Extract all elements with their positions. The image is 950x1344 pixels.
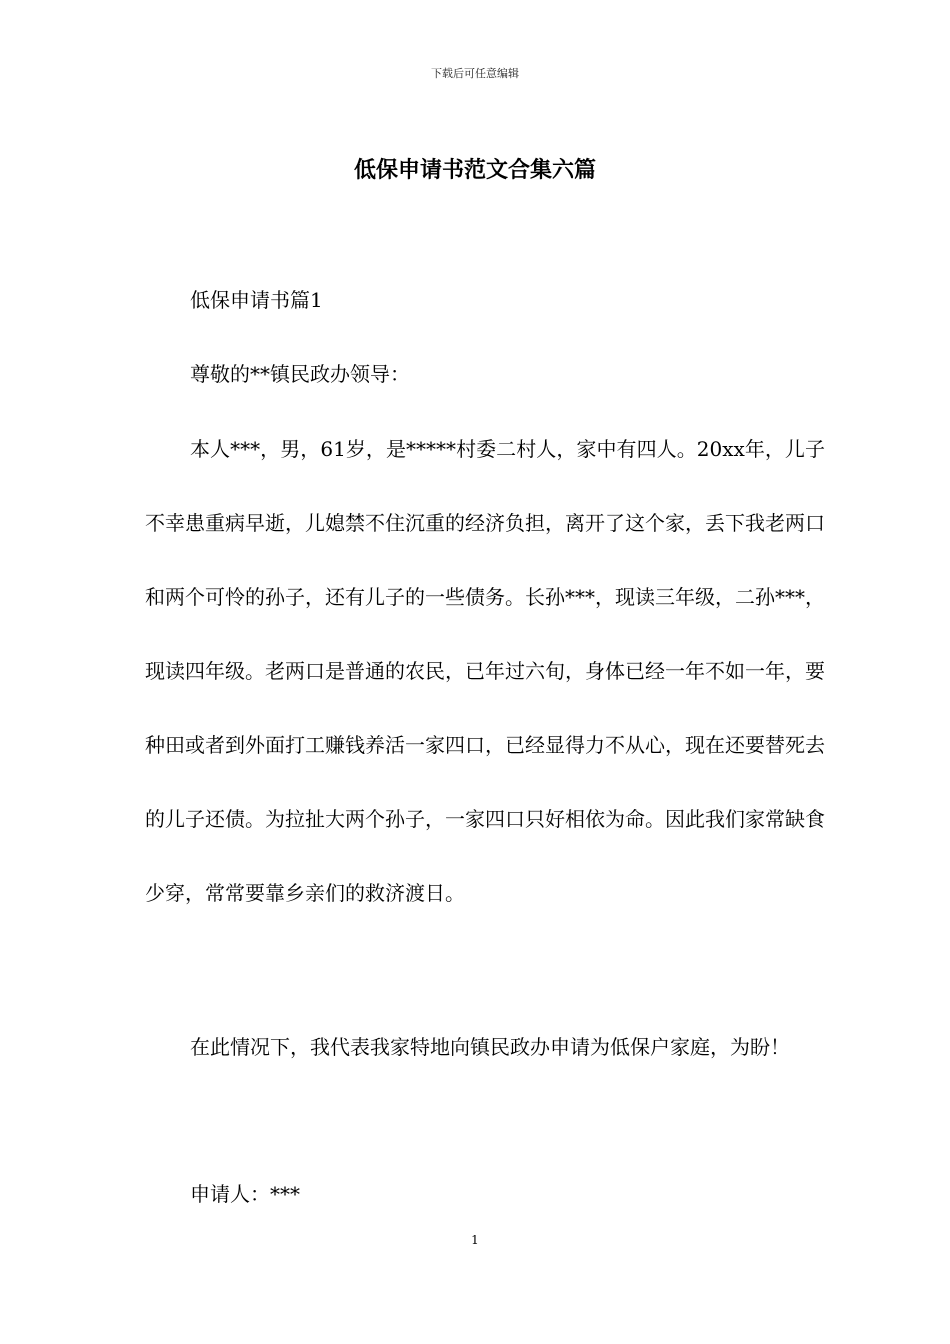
section-heading: 低保申请书篇1 [190,288,323,312]
document-title: 低保申请书范文合集六篇 [353,157,596,183]
page-header-note: 下载后可任意编辑 [431,67,519,80]
body-paragraph-1: 本人***，男，61岁，是*****村委二村人，家中有四人。20xx年，儿子不幸患重病早逝，儿媳禁不住沉重的经济负担，离开了这个家，丢下我老两口和两个可怜的孙子，还有儿子的一些债务。长孙***，现读三年级，二孙***，现读四年级。老两口是普通的农民，已年过六旬，身体已经一年不如一年，要种田或者到外面打工赚钱养活一家四口，已经显得力不从心，现在还要替死去的儿子还债。为拉扯大两个孙子，一家四口只好相依为命。因此我们家常缺食少穿，常常要靠乡亲们的救济渡日。 [145,437,825,905]
greeting-line: 尊敬的**镇民政办领导： [190,362,410,386]
page-number: 1 [471,1233,479,1247]
applicant-signature: 申请人：*** [190,1182,300,1206]
body-paragraph-2: 在此情况下，我代表我家特地向镇民政办申请为低保户家庭，为盼！ [190,1035,790,1059]
